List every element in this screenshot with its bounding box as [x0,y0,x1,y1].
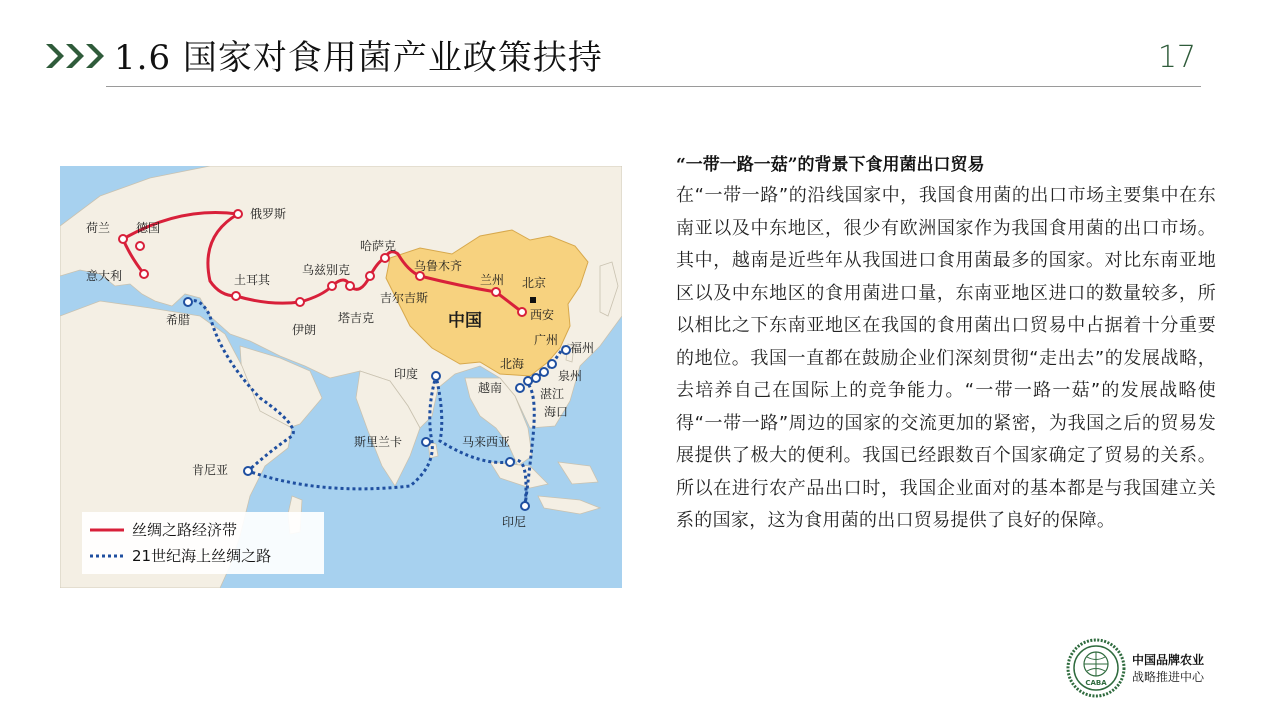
label-vietnam: 越南 [478,381,503,395]
label-xian: 西安 [530,308,555,322]
label-lanzhou: 兰州 [480,273,505,287]
label-germany: 德国 [136,221,161,235]
label-russia: 俄罗斯 [250,207,287,221]
label-india: 印度 [394,367,419,381]
label-malaysia: 马来西亚 [462,435,511,449]
label-uzbekistan: 乌兹别克 [302,263,351,277]
label-quanzhou: 泉州 [558,369,583,383]
label-fuzhou: 福州 [570,341,595,355]
caba-logo-icon [1066,638,1126,698]
label-iran: 伊朗 [292,323,317,337]
label-italy: 意大利 [86,269,123,283]
logo-caption [1132,652,1204,686]
logo-line2: 战略推进中心 [1132,670,1205,684]
article [676,152,1216,538]
legend-maritime: 21世纪海上丝绸之路 [132,547,272,565]
label-turkey: 土耳其 [234,273,271,287]
label-zhanjiang: 湛江 [540,387,565,401]
article-body: 在“一带一路”的沿线国家中，我国食用菌的出口市场主要集中在东南亚以及中东地区，很少有欧洲国家作为我国食用菌的出口市场。其中，越南是近些年从我国进口食用菌最多的国家。对比东南亚地区以及中东地区的食用菌进口量，东南亚地区进口的数量较多，所以相比之下东南亚地区在我国的食用菌出口贸易中占据着十分重要的地位。我国一直都在鼓励企业们深刻贯彻“走出去”的发展战略，去培养自己在国际上的竞争能力。“一带一路一菇”的发展战略使得“一带一路”周边的国家的交流更加的紧密，为我国之后的贸易发展提供了极大的便利。我国已经跟数百个国家确定了贸易的关系。所以在进行农产品出口时，我国企业面对的基本都是与我国建立关系的国家，这为食用菌的出口贸易提供了良好的保障。 [676,185,1216,531]
logo-line1: 中国品牌农业 [1132,653,1205,667]
label-tajikistan: 塔吉克 [338,311,375,325]
label-kazakhstan: 哈萨克 [360,239,397,253]
label-china: 中国 [448,311,482,331]
label-greece: 希腊 [166,313,191,327]
map-legend [82,512,324,574]
label-kenya: 肯尼亚 [192,463,229,477]
label-sri-lanka: 斯里兰卡 [354,435,403,449]
chevron-arrows-icon [44,42,106,70]
belt-and-road-map [60,166,622,588]
label-netherlands: 荷兰 [86,221,111,235]
article-heading: “一带一路一菇”的背景下食用菌出口贸易 [676,155,985,175]
label-beihai: 北海 [500,357,525,371]
logo-badge: CABA [1085,679,1107,687]
page-title: 1.6 国家对食用菌产业政策扶持 [114,38,603,78]
label-beijing: 北京 [522,276,547,290]
label-kyrgyzstan: 吉尔吉斯 [380,291,429,305]
label-urumqi: 乌鲁木齐 [414,259,463,273]
label-guangzhou: 广州 [534,333,559,347]
label-haikou: 海口 [544,405,569,419]
page-number: 17 [1157,40,1196,75]
legend-silk-road: 丝绸之路经济带 [132,521,238,539]
title-divider [106,86,1201,87]
beijing-marker [530,297,536,303]
label-indonesia: 印尼 [502,515,527,529]
